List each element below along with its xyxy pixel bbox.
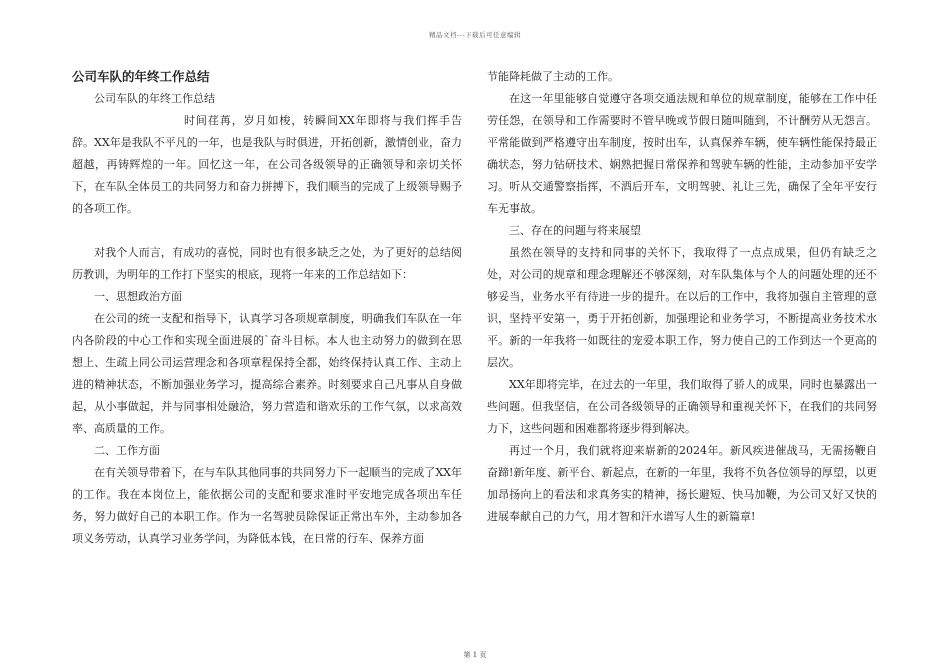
section-heading: 一、思想政治方面 [94, 290, 182, 303]
section-heading: 三、存在的问题与将来展望 [509, 224, 641, 237]
document-title: 公司车队的年终工作总结 [72, 69, 210, 84]
left-column [72, 66, 462, 550]
paragraph: 节能降耗做了主动的工作。 [487, 70, 619, 83]
section-heading: 二、工作方面 [94, 444, 160, 457]
right-column [487, 66, 877, 528]
paragraph: 对我个人而言，有成功的喜悦，同时也有很多缺乏之处，为了更好的总结阅历教训，为明年的工作打下坚实的根底，现将一年来的工作总结如下： [72, 246, 462, 281]
paragraph: 在公司的统一支配和指导下，认真学习各项规章制度，明确我们车队在一年内各阶段的中心工作和实现全面进展的`奋斗目标。本人也主动努力的做到在思想上、生疏上同公司运营理念和各项章程保持全都，始终保持认真工作、主动上进的精神状态，不断加强业务学习，提高综合素养。时刻要求自己凡事从自身做起，从小事做起，并与同事相处融洽，努力营造和谐欢乐的工作气氛，以求高效率、高质量的工作。 [72, 312, 462, 435]
page-number: 第 1 页 [463, 651, 487, 659]
blank-line [72, 220, 462, 242]
paragraph: 虽然在领导的支持和同事的关怀下，我取得了一点点成果，但仍有缺乏之处，对公司的规章和理念理解还不够深刻，对车队集体与个人的问题处理的还不够妥当，业务水平有待进一步的提升。在以后的工作中，我将加强自主管理的意识，坚持平安第一，勇于开拓创新，加强理论和业务学习，不断提高业务技术水平。新的一年我将一如既往的宠爱本职工作，努力使自己的工作到达一个更高的层次。 [487, 246, 877, 369]
paragraph: XX年即将完毕，在过去的一年里，我们取得了骄人的成果，同时也暴露出一些问题。但我坚信，在公司各级领导的正确领导和重视关怀下，在我们的共同努力下，这些问题和困难都将逐步得到解决。 [487, 378, 877, 435]
paragraph: 时间荏苒，岁月如梭，转瞬间XX年即将与我们挥手告辞。XX年是我队不平凡的一年，也是我队与时俱进，开拓创新，激情创业，奋力超越，再铸辉煌的一年。回忆这一年，在公司各级领导的正确领导和亲切关怀下，在车队全体员工的共同努力和奋力拼搏下，我们顺当的完成了上级领导赐予的各项工作。 [72, 114, 462, 215]
subtitle-paragraph: 公司车队的年终工作总结 [94, 92, 215, 105]
paragraph: 在有关领导带着下，在与车队其他同事的共同努力下一起顺当的完成了XX年的工作。我在本岗位上，能依据公司的支配和要求准时平安地完成各项出车任务，努力做好自己的本职工作。作为一名驾驶员除保证正常出车外，主动参加各项义务劳动，认真学习业务学问，为降低本钱，在日常的行车、保养方面 [72, 466, 462, 545]
paragraph: 在这一年里能够自觉遵守各项交通法规和单位的规章制度，能够在工作中任劳任怨，在领导和工作需要时不管早晚或节假日随叫随到，不计酬劳从无怨言。平常能做到严格遵守出车制度，按时出车，认真保养车辆，使车辆性能保持最正确状态，努力钻研技术、娴熟把握日常保养和驾驶车辆的性能，主动参加平安学习。听从交通警察指挥，不酒后开车，文明驾驶、礼让三先，确保了全年平安行车无事故。 [487, 92, 877, 215]
header-note: 精品文档---下载后可任意编辑 [428, 31, 522, 39]
paragraph: 再过一个月，我们就将迎来崭新的2024年。新风疾进催战马，无需扬鞭自奋蹄!新年度、新平台、新起点，在新的一年里，我将不负各位领导的厚望，以更加昂扬向上的看法和求真务实的精神，扬长避短、快马加鞭，为公司又好又快的进展奉献自己的力气，用才智和汗水谱写人生的新篇章! [487, 444, 877, 523]
